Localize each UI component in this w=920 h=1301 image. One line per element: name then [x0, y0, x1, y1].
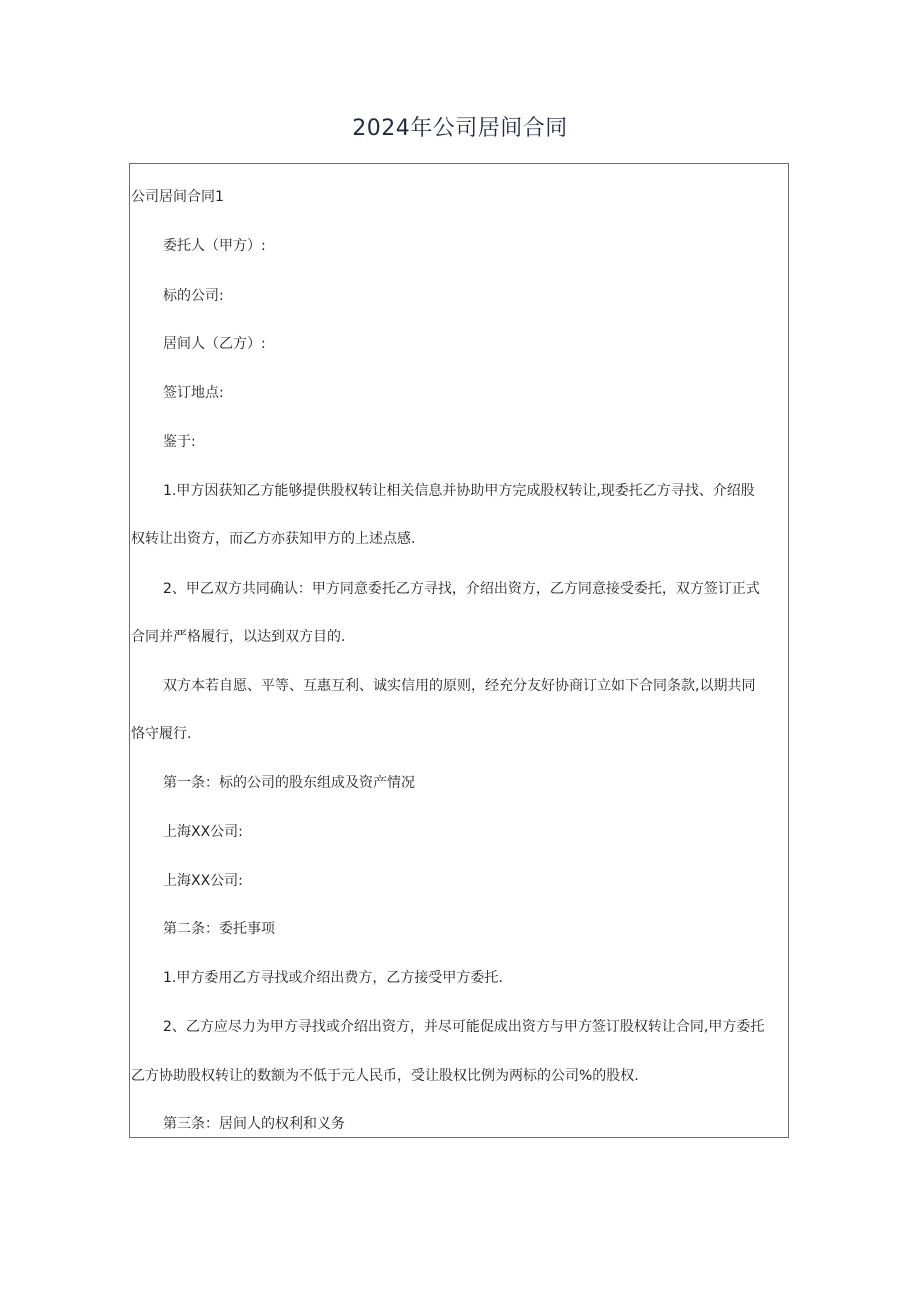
paragraph-text: 2、甲乙双方共同确认：甲方同意委托乙方寻找，介绍出资方，乙方同意接受委托，双方签订正式 — [163, 581, 760, 597]
paragraph-text: 恪守履行. — [131, 726, 192, 742]
whereas-heading: 鉴于: — [163, 434, 196, 450]
paragraph-text: 双方本若自愿、平等、互惠互利、诚实信用的原则，经充分友好协商订立如下合同条款,以期共同 — [163, 678, 756, 694]
paragraph-text: 乙方协助股权转让的数额为不低于元人民币，受让股权比例为两标的公司%的股权. — [131, 1068, 639, 1084]
target-company-field: 标的公司: — [163, 288, 224, 304]
company-field: 上海XX公司: — [163, 873, 243, 889]
paragraph-text: 1.甲方因获知乙方能够提供股权转让相关信息并协助甲方完成股权转让,现委托乙方寻找、介绍股 — [163, 483, 755, 499]
paragraph-text: 2、乙方应尽力为甲方寻找或介绍出资方，并尽可能促成出资方与甲方签订股权转让合同,甲方委托 — [163, 1019, 765, 1035]
paragraph-text: 合同并严格履行，以达到双方目的. — [131, 629, 346, 645]
document-title: 2024年公司居间合同 — [352, 116, 568, 141]
article-heading: 第一条：标的公司的股东组成及资产情况 — [163, 775, 415, 791]
party-b-field: 居间人（乙方）: — [163, 336, 266, 352]
signing-place-field: 签订地点: — [163, 385, 224, 401]
company-field: 上海XX公司: — [163, 824, 243, 840]
article-heading: 第二条：委托事项 — [163, 921, 275, 937]
paragraph-text: 1.甲方委用乙方寻找或介绍出费方，乙方接受甲方委托. — [163, 970, 503, 986]
document-frame — [129, 163, 789, 1138]
contract-heading: 公司居间合同1 — [131, 189, 224, 205]
article-heading: 第三条：居间人的权利和义务 — [163, 1116, 345, 1132]
party-a-field: 委托人（甲方）: — [163, 238, 266, 254]
paragraph-text: 权转让出资方，而乙方亦获知甲方的上述点感. — [131, 531, 416, 547]
